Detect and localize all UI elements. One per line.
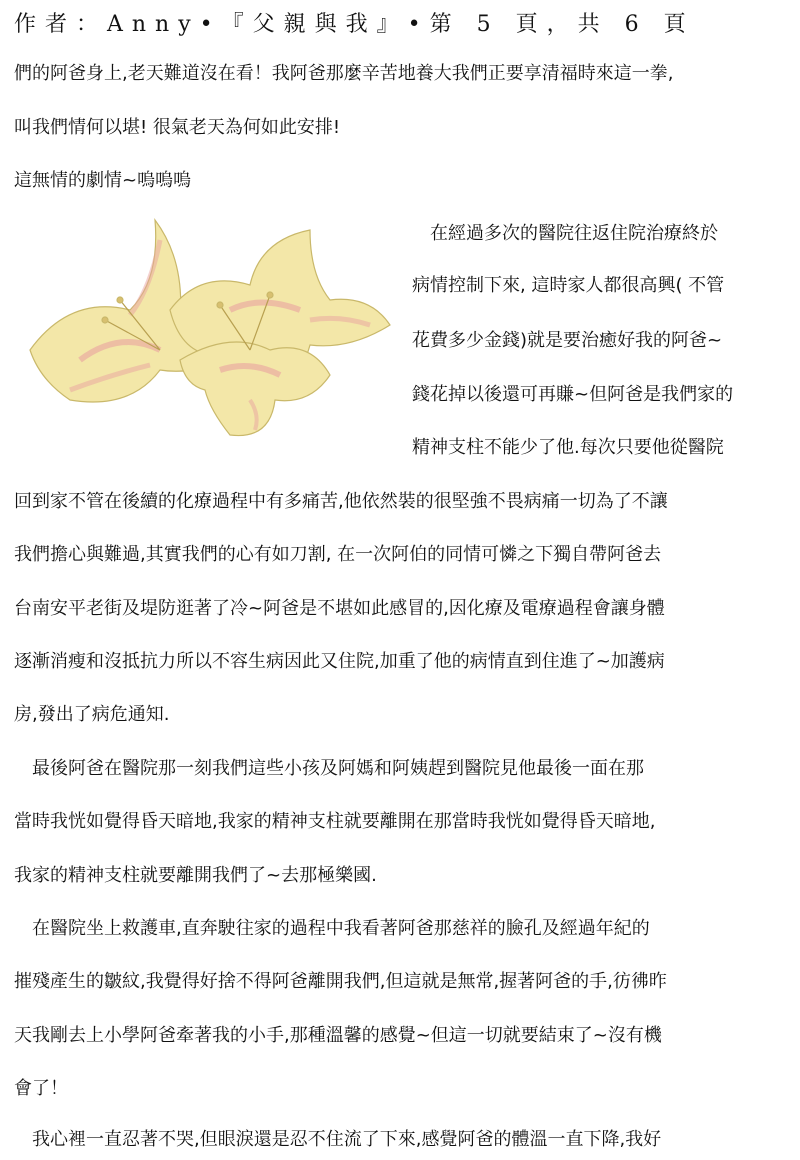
- text-line: 我家的精神支柱就要離開我們了~去那極樂國.: [14, 865, 377, 886]
- text-line: 房,發出了病危通知.: [14, 704, 170, 725]
- text-line: 病情控制下來, 這時家人都很高興( 不管: [412, 275, 725, 296]
- text-line: 天我剛去上小學阿爸牽著我的小手,那種溫馨的感覺~但這一切就要結束了~沒有機: [14, 1025, 662, 1046]
- text-line: 摧殘產生的皺紋,我覺得好捨不得阿爸離開我們,但這就是無常,握著阿爸的手,彷彿昨: [14, 971, 667, 992]
- text-line: 台南安平老街及堤防逛著了冷~阿爸是不堪如此感冒的,因化療及電療過程會讓身體: [14, 598, 665, 619]
- text-line: 在醫院坐上救護車,直奔駛往家的過程中我看著阿爸那慈祥的臉孔及經過年紀的: [14, 918, 650, 939]
- text-line: 花費多少金錢)就是要治癒好我的阿爸~: [412, 330, 723, 351]
- text-line: 在經過多次的醫院往返住院治療終於: [412, 223, 718, 244]
- text-line: 我心裡一直忍著不哭,但眼淚還是忍不住流了下來,感覺阿爸的體溫一直下降,我好: [14, 1129, 662, 1150]
- text-line: 最後阿爸在醫院那一刻我們這些小孩及阿媽和阿姨趕到醫院見他最後一面在那: [14, 758, 644, 779]
- text-line: 精神支柱不能少了他.每次只要他從醫院: [412, 437, 724, 458]
- page-header: 作者：Anny•『父親與我』•第 5 頁，共 6 頁: [14, 12, 695, 37]
- text-line: 會了！: [14, 1078, 68, 1099]
- text-line: 這無情的劇情~嗚嗚嗚: [14, 170, 192, 191]
- text-line: 錢花掉以後還可再賺~但阿爸是我們家的: [412, 384, 734, 405]
- lily-flower-illustration: [10, 200, 405, 450]
- text-line: 們的阿爸身上,老天難道沒在看！我阿爸那麼辛苦地養大我們正要享清福時來這一拳,: [14, 63, 674, 84]
- text-line: 叫我們情何以堪! 很氣老天為何如此安排!: [14, 117, 341, 138]
- text-line: 逐漸消瘦和沒抵抗力所以不容生病因此又住院,加重了他的病情直到住進了~加護病: [14, 651, 665, 672]
- text-line: 當時我恍如覺得昏天暗地,我家的精神支柱就要離開在那當時我恍如覺得昏天暗地,: [14, 811, 656, 832]
- text-line: 我們擔心與難過,其實我們的心有如刀割, 在一次阿伯的同情可憐之下獨自帶阿爸去: [14, 544, 662, 565]
- text-line: 回到家不管在後續的化療過程中有多痛苦,他依然裝的很堅強不畏病痛一切為了不讓: [14, 491, 668, 512]
